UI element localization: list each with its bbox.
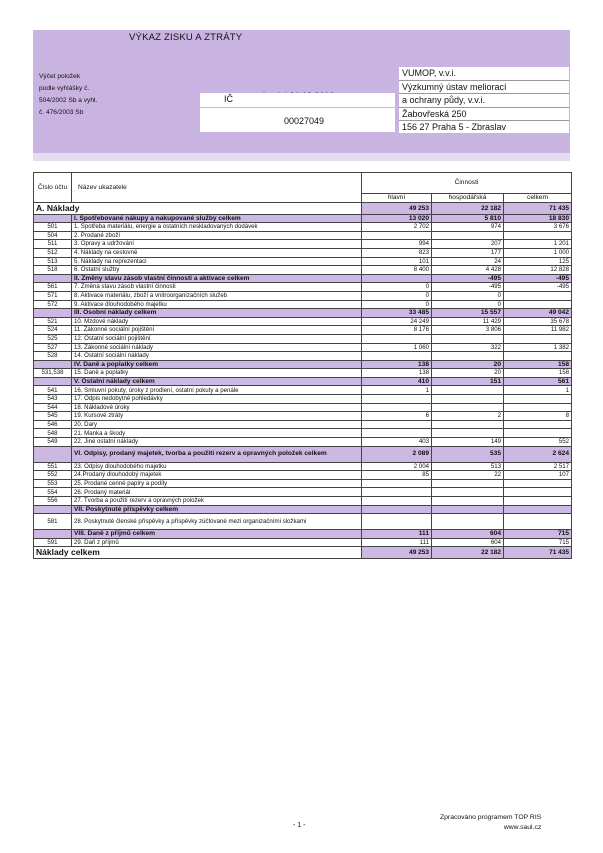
table-row: [34, 395, 572, 404]
table-row: [34, 514, 572, 530]
value-economic: [432, 429, 504, 438]
value-total: 35 678: [504, 317, 572, 326]
table-row: [34, 412, 572, 421]
col-group-header: Činnosti: [362, 173, 572, 194]
value-total: 158: [504, 360, 572, 369]
table-row: [34, 231, 572, 240]
value-total: 71 435: [504, 547, 572, 559]
legal-line: č. 476/2003 Sb: [39, 109, 84, 116]
value-main: [362, 497, 432, 506]
value-main: 410: [362, 377, 432, 386]
value-total: 715: [504, 538, 572, 547]
value-economic: [432, 395, 504, 404]
table-row: [34, 462, 572, 471]
value-economic: 20: [432, 360, 504, 369]
value-main: 1: [362, 386, 432, 395]
value-main: 2 004: [362, 462, 432, 471]
value-main: [362, 488, 432, 497]
account-number: 513: [34, 257, 72, 266]
row-label: 16. Smluvní pokuty, úroky z prodlení, ostatní pokuty a penále: [72, 386, 362, 395]
legal-line: Výčet položek: [39, 73, 81, 80]
value-total: 2 624: [504, 446, 572, 462]
row-label: I. Spotřebované nákupy a nakupované služby celkem: [72, 214, 362, 223]
value-economic: [432, 231, 504, 240]
value-main: [362, 420, 432, 429]
table-row: [34, 403, 572, 412]
account-number: [34, 309, 72, 318]
value-economic: 207: [432, 240, 504, 249]
value-total: [504, 420, 572, 429]
table-row: [34, 488, 572, 497]
value-main: [362, 429, 432, 438]
value-total: -495: [504, 283, 572, 292]
table-row: [34, 257, 572, 266]
value-main: 8 176: [362, 326, 432, 335]
table-row: [34, 497, 572, 506]
row-label: 6. Ostatní služby: [72, 266, 362, 275]
account-number: 527: [34, 343, 72, 352]
account-number: 572: [34, 300, 72, 309]
table-row: [34, 317, 572, 326]
table-row: [34, 420, 572, 429]
value-main: 13 020: [362, 214, 432, 223]
table-row: [34, 300, 572, 309]
legal-line: podle vyhlášky č.: [39, 85, 90, 92]
row-label: 9. Aktivace dlouhodobého majetku: [72, 300, 362, 309]
row-label: 7. Změna stavu zásob vlastní činnosti: [72, 283, 362, 292]
row-label: 24.Prodaný dlouhodobý majetek: [72, 471, 362, 480]
account-number: 552: [34, 471, 72, 480]
value-main: 403: [362, 438, 432, 447]
row-label: 11. Zákonné sociální pojištění: [72, 326, 362, 335]
value-economic: 22 182: [432, 202, 504, 214]
account-number: 581: [34, 514, 72, 530]
col-name-header: Název ukazatele: [72, 173, 362, 203]
value-total: 12 828: [504, 266, 572, 275]
value-main: 823: [362, 248, 432, 257]
account-number: [34, 360, 72, 369]
account-number: 543: [34, 395, 72, 404]
row-label: 19. Kursové ztráty: [72, 412, 362, 421]
legal-line: 504/2002 Sb a vyhl.: [39, 97, 98, 104]
account-number: 553: [34, 479, 72, 488]
account-number: 546: [34, 420, 72, 429]
value-total: [504, 429, 572, 438]
row-label: V. Ostatní náklady celkem: [72, 377, 362, 386]
value-economic: 3 806: [432, 326, 504, 335]
value-economic: 0: [432, 300, 504, 309]
value-economic: 974: [432, 223, 504, 232]
row-label: 21. Manka a škody: [72, 429, 362, 438]
value-main: 8 400: [362, 266, 432, 275]
value-economic: 22 182: [432, 547, 504, 559]
row-label: 22. Jiné ostatní náklady: [72, 438, 362, 447]
table-row: [34, 377, 572, 386]
cost-table: [33, 172, 572, 559]
table-row: [34, 291, 572, 300]
seat-line: 156 27 Praha 5 - Zbraslav: [402, 122, 507, 132]
account-number: 504: [34, 231, 72, 240]
value-main: [362, 395, 432, 404]
value-economic: 11 429: [432, 317, 504, 326]
account-number: 521: [34, 317, 72, 326]
value-total: 715: [504, 530, 572, 539]
value-economic: 177: [432, 248, 504, 257]
value-economic: 4 428: [432, 266, 504, 275]
table-row: [34, 214, 572, 223]
table-row: [34, 530, 572, 539]
table-row: [34, 360, 572, 369]
value-total: 1 000: [504, 248, 572, 257]
value-economic: [432, 386, 504, 395]
row-label: III. Osobní náklady celkem: [72, 309, 362, 318]
seat-line: Výzkumný ústav meliorací: [399, 81, 569, 95]
value-total: 11 982: [504, 326, 572, 335]
header-divider-band: [33, 153, 570, 161]
account-number: 524: [34, 326, 72, 335]
legal-basis: [39, 71, 97, 119]
table-row: [34, 223, 572, 232]
account-number: 554: [34, 488, 72, 497]
value-main: 2 089: [362, 446, 432, 462]
ic-value: 00027049: [284, 116, 325, 126]
ic-box: [200, 93, 395, 107]
value-main: [362, 479, 432, 488]
table-row: [34, 343, 572, 352]
account-number: 556: [34, 497, 72, 506]
account-number: [34, 530, 72, 539]
row-label: 12. Ostatní sociální pojištění: [72, 334, 362, 343]
value-total: [504, 231, 572, 240]
value-economic: 24: [432, 257, 504, 266]
value-economic: 0: [432, 291, 504, 300]
report-title: VÝKAZ ZISKU A ZTRÁTY: [129, 32, 243, 43]
ic-label: IČ: [224, 94, 233, 104]
value-economic: -495: [432, 274, 504, 283]
table-row: [34, 309, 572, 318]
row-label: Náklady celkem: [34, 547, 362, 559]
value-main: 6: [362, 412, 432, 421]
row-label: 15. Daně a poplatky: [72, 369, 362, 378]
row-label: 1. Spotřeba materiálu, energie a ostatních neskladovaných dodávek: [72, 223, 362, 232]
value-total: [504, 352, 572, 361]
value-economic: 15 557: [432, 309, 504, 318]
value-total: 1 201: [504, 240, 572, 249]
row-label: 27. Tvorba a použití rezerv a opravných položek: [72, 497, 362, 506]
value-main: 138: [362, 360, 432, 369]
account-number: 501: [34, 223, 72, 232]
value-economic: [432, 403, 504, 412]
value-main: 49 253: [362, 202, 432, 214]
value-economic: [432, 514, 504, 530]
account-number: [34, 446, 72, 462]
value-economic: 2: [432, 412, 504, 421]
value-total: 18 830: [504, 214, 572, 223]
row-label: 18. Nákladové úroky: [72, 403, 362, 412]
entity-seat-box: [399, 67, 569, 133]
table-row: [34, 202, 572, 214]
table-row: [34, 240, 572, 249]
value-total: 2 517: [504, 462, 572, 471]
account-number: 551: [34, 462, 72, 471]
value-total: 1 382: [504, 343, 572, 352]
value-economic: 322: [432, 343, 504, 352]
value-economic: 5 810: [432, 214, 504, 223]
col-account-header: Číslo účtu: [34, 173, 72, 203]
value-economic: 151: [432, 377, 504, 386]
account-number: 591: [34, 538, 72, 547]
value-total: 107: [504, 471, 572, 480]
table-row: [34, 334, 572, 343]
value-total: [504, 505, 572, 514]
page-number: - 1 -: [293, 822, 306, 829]
row-label: 29. Daň z příjmů: [72, 538, 362, 547]
value-main: [362, 505, 432, 514]
value-economic: [432, 488, 504, 497]
col-total-header: celkem: [504, 194, 572, 203]
account-number: 548: [34, 429, 72, 438]
col-econ-header: hospodářská: [432, 194, 504, 203]
table-row: [34, 547, 572, 559]
value-economic: [432, 479, 504, 488]
row-label: 5. Náklady na reprezentaci: [72, 257, 362, 266]
table-row: [34, 352, 572, 361]
row-label: 3. Opravy a udržování: [72, 240, 362, 249]
value-total: [504, 514, 572, 530]
value-total: 3 676: [504, 223, 572, 232]
account-number: 544: [34, 403, 72, 412]
value-economic: [432, 497, 504, 506]
row-label: II. Změny stavu zásob vlastní činnosti a aktivace celkem: [72, 274, 362, 283]
value-main: 994: [362, 240, 432, 249]
value-main: 24 249: [362, 317, 432, 326]
value-main: 111: [362, 530, 432, 539]
seat-line: Žabovřeská 250: [399, 108, 569, 122]
value-economic: [432, 505, 504, 514]
value-total: [504, 291, 572, 300]
value-economic: [432, 334, 504, 343]
value-economic: 604: [432, 530, 504, 539]
value-total: 552: [504, 438, 572, 447]
value-main: 2 702: [362, 223, 432, 232]
account-number: 571: [34, 291, 72, 300]
account-number: 512: [34, 248, 72, 257]
value-main: 111: [362, 538, 432, 547]
account-number: 561: [34, 283, 72, 292]
row-label: 14. Ostatní sociální náklady: [72, 352, 362, 361]
table-row: [34, 386, 572, 395]
row-label: 8. Aktivace materiálu, zboží a vnitroorganizačních služeb: [72, 291, 362, 300]
value-main: 0: [362, 300, 432, 309]
row-label: 13. Zákonné sociální náklady: [72, 343, 362, 352]
program-url: www.saul.cz: [503, 824, 542, 831]
account-number: 518: [34, 266, 72, 275]
value-economic: [432, 420, 504, 429]
row-label: VII. Poskytnuté příspěvky celkem: [72, 505, 362, 514]
row-label: 28. Poskytnuté členské příspěvky a příspěvky zúčtované mezi organizačními složkami: [72, 514, 362, 530]
table-row: [34, 369, 572, 378]
table-row: [34, 248, 572, 257]
table-row: [34, 471, 572, 480]
value-total: [504, 395, 572, 404]
value-main: 85: [362, 471, 432, 480]
value-economic: 535: [432, 446, 504, 462]
row-label: IV. Daně a poplatky celkem: [72, 360, 362, 369]
value-main: [362, 352, 432, 361]
value-total: [504, 488, 572, 497]
account-number: [34, 377, 72, 386]
value-economic: 149: [432, 438, 504, 447]
row-label: 4. Náklady na cestovné: [72, 248, 362, 257]
row-label: 25. Prodané cenné papíry a podíly: [72, 479, 362, 488]
value-total: [504, 479, 572, 488]
value-economic: -495: [432, 283, 504, 292]
account-number: 541: [34, 386, 72, 395]
program-name: Zpracováno programem TOP RIS: [440, 814, 542, 821]
table-row: [34, 429, 572, 438]
value-total: [504, 497, 572, 506]
table-row: [34, 266, 572, 275]
value-total: 1: [504, 386, 572, 395]
value-total: 49 042: [504, 309, 572, 318]
account-number: [34, 505, 72, 514]
account-number: 528: [34, 352, 72, 361]
table-row: [34, 283, 572, 292]
value-total: 125: [504, 257, 572, 266]
row-label: A. Náklady: [34, 202, 362, 214]
value-main: 49 253: [362, 547, 432, 559]
value-total: 561: [504, 377, 572, 386]
row-label: 10. Mzdové náklady: [72, 317, 362, 326]
table-row: [34, 438, 572, 447]
row-label: 17. Odpis nedobytné pohledávky: [72, 395, 362, 404]
row-label: 23. Odpisy dlouhodobého majetku: [72, 462, 362, 471]
value-total: 8: [504, 412, 572, 421]
value-total: [504, 403, 572, 412]
table-row: [34, 326, 572, 335]
table-row: [34, 505, 572, 514]
row-label: 2. Prodané zboží: [72, 231, 362, 240]
value-main: [362, 274, 432, 283]
footer-credit: [440, 813, 541, 833]
value-total: 71 435: [504, 202, 572, 214]
value-main: [362, 334, 432, 343]
value-total: [504, 334, 572, 343]
account-number: 525: [34, 334, 72, 343]
table-row: [34, 274, 572, 283]
value-main: [362, 403, 432, 412]
row-label: 20. Dary: [72, 420, 362, 429]
value-main: [362, 231, 432, 240]
value-economic: [432, 352, 504, 361]
account-number: 511: [34, 240, 72, 249]
row-label: VI. Odpisy, prodaný majetek, tvorba a použití rezerv a opravných položek celkem: [72, 446, 362, 462]
account-number: [34, 274, 72, 283]
value-main: [362, 514, 432, 530]
seat-line: VUMOP, v.v.i.: [399, 67, 569, 81]
account-number: 549: [34, 438, 72, 447]
account-number: [34, 214, 72, 223]
table-row: [34, 446, 572, 462]
value-economic: 22: [432, 471, 504, 480]
value-main: 1 060: [362, 343, 432, 352]
value-economic: 513: [432, 462, 504, 471]
value-main: 0: [362, 283, 432, 292]
value-main: 138: [362, 369, 432, 378]
value-total: [504, 300, 572, 309]
value-total: 158: [504, 369, 572, 378]
table-row: [34, 538, 572, 547]
account-number: 531,538: [34, 369, 72, 378]
value-total: -495: [504, 274, 572, 283]
seat-line: a ochrany půdy, v.v.i.: [399, 94, 569, 108]
value-main: 33 485: [362, 309, 432, 318]
row-label: 26. Prodaný materiál: [72, 488, 362, 497]
value-economic: 20: [432, 369, 504, 378]
table-row: [34, 479, 572, 488]
value-economic: 604: [432, 538, 504, 547]
value-main: 101: [362, 257, 432, 266]
value-main: 0: [362, 291, 432, 300]
ic-value-box: [200, 108, 395, 132]
col-main-header: hlavní: [362, 194, 432, 203]
row-label: VIII. Daně z příjmů celkem: [72, 530, 362, 539]
table-header-row: [34, 173, 572, 194]
account-number: 545: [34, 412, 72, 421]
